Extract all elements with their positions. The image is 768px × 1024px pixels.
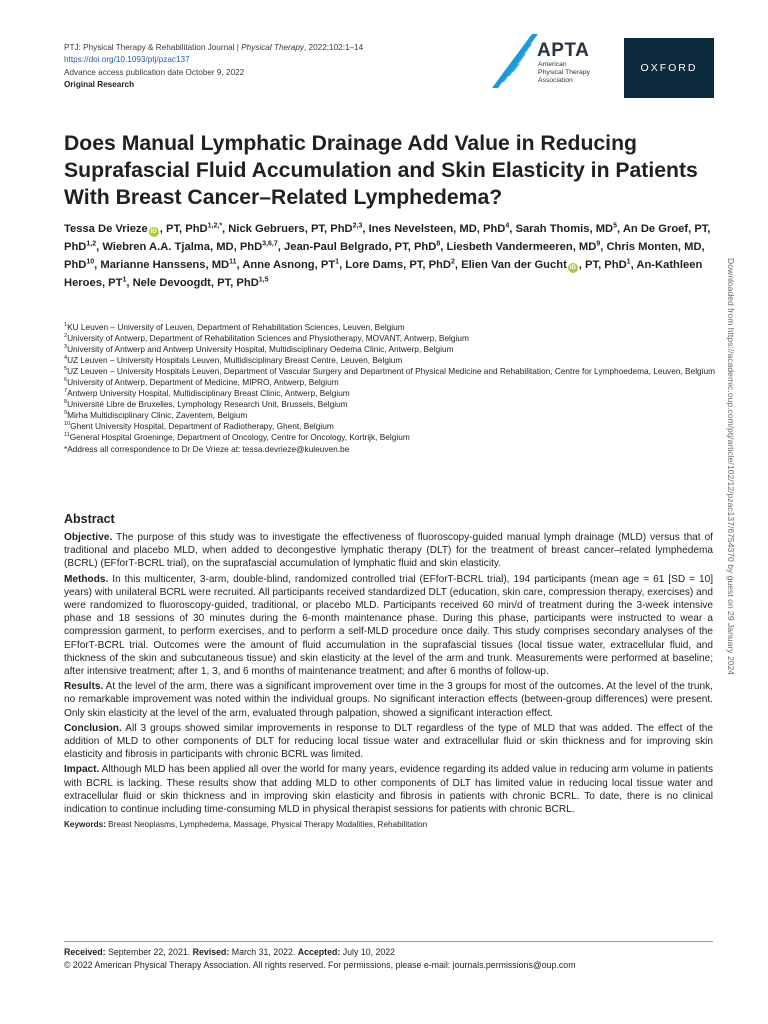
affiliation-item <box>64 355 724 366</box>
keywords-list: Breast Neoplasms, Lymphedema, Massage, Physical Therapy Modalities, Rehabilitation <box>105 820 428 830</box>
author-name: Wiebren A.A. Tjalma <box>102 241 210 253</box>
affiliation-number: 5 <box>64 366 68 373</box>
correspondence-note: *Address all correspondence to Dr De Vrieze at: tessa.devrieze@kuleuven.be <box>64 443 350 454</box>
copyright-notice: © 2022 American Physical Therapy Association. All rights reserved. For permissions, please e-mail: journals.permissions@oup.com <box>64 959 576 970</box>
abstract-section-label: Conclusion. <box>64 722 122 734</box>
author-affiliation-ref: 8 <box>436 240 441 248</box>
author-name: Tessa De Vrieze <box>64 223 148 235</box>
download-note: Downloaded from https://academic.oup.com/ptj/article/102/12/pzac137/6754370 by guest on 29 January 2024 <box>726 258 736 676</box>
apta-sub-line: Physical Therapy <box>538 69 591 76</box>
author-credentials: , MD, PhD <box>453 223 506 235</box>
affiliation-number: 8 <box>64 399 68 406</box>
affiliation-text: Antwerp University Hospital, Multidisciplinary Breast Clinic, Antwerp, Belgium <box>67 388 350 399</box>
affiliation-item <box>64 366 724 377</box>
author-name: Sarah Thomis <box>515 223 590 235</box>
author-affiliation-ref: 1 <box>626 258 631 266</box>
affiliation-text: Ghent University Hospital, Department of Radiotherapy, Ghent, Belgium <box>70 421 334 432</box>
author: Wiebren A.A. Tjalma, MD, PhD$^{3,6,7}$, <box>102 240 284 253</box>
article-footer <box>64 946 724 971</box>
author-affiliation-ref: 3,6,7 <box>262 240 278 248</box>
affiliation-text: University of Antwerp, Department of Medicine, MIPRO, Antwerp, Belgium <box>67 377 339 388</box>
affiliation-item <box>64 399 724 410</box>
revised-label: Revised: <box>192 947 230 957</box>
author-affiliation-ref: 1,2,* <box>207 222 223 230</box>
abstract-section <box>64 722 713 762</box>
journal-name: PTJ: Physical Therapy & Rehabilitation Journal | <box>64 43 242 52</box>
footer-divider <box>64 941 713 942</box>
abstract-section-text: All 3 groups showed similar improvements in response to DLT regardless of the type of MLD that was added. The effect of the addition of MLD to other components of DLT for reducing local tissue water and extracellular fluid or skin thickness and for improving skin elasticity and fibrosis in participants with chronic BCRL was limited. <box>64 722 713 761</box>
received-date: September 22, 2021. <box>105 947 193 957</box>
author: Nick Gebruers, PT, PhD$^{2,3}$, <box>228 222 369 235</box>
advance-access-date: Advance access publication date October 9, 2022 <box>64 67 245 77</box>
abstract-section-label: Objective. <box>64 532 113 543</box>
accepted-date: July 10, 2022 <box>340 947 396 957</box>
affiliation-text: KU Leuven – University of Leuven, Department of Rehabilitation Sciences, Leuven, Belgium <box>67 322 405 332</box>
author: Ines Nevelsteen, MD, PhD$^4$, <box>368 222 516 235</box>
author-name: Chris Monten <box>606 241 678 253</box>
affiliation-text: General Hospital Groeninge, Department of Oncology, Centre for Oncology, Kortrijk, Belgium <box>69 432 410 443</box>
affiliation-number: 9 <box>64 410 68 417</box>
affiliation-item <box>64 388 724 399</box>
affiliation-number: 6 <box>64 377 68 384</box>
abstract-section <box>64 763 713 816</box>
affiliations <box>64 322 724 455</box>
author-name: An-Kathleen Heroes <box>64 259 703 289</box>
author: Elien Van der Gucht iD , PT, PhD$^1$, <box>461 258 637 271</box>
author-credentials: , PT, PhD <box>388 241 437 253</box>
oxford-wordmark: OXFORD <box>640 62 698 74</box>
author-credentials: , PT <box>101 277 123 289</box>
affiliation-number: 11 <box>64 432 70 439</box>
author-name: Nick Gebruers <box>228 223 305 235</box>
apta-wordmark: APTA <box>537 40 590 61</box>
apta-sub-line: American <box>538 61 567 68</box>
author-credentials: , PT, PhD <box>304 223 353 235</box>
author: Chris Monten, MD, PhD$^{10}$, <box>64 241 705 271</box>
author-credentials: , PT, PhD <box>64 223 711 253</box>
author-credentials: , PT, PhD <box>403 259 451 271</box>
journal-volume: , 2022;102:1–14 <box>304 43 364 52</box>
author: An De Groef, PT, PhD$^{1,2}$, <box>64 223 711 253</box>
affiliation-number: 3 <box>64 344 68 351</box>
author-credentials: , PT, PhD <box>578 259 627 271</box>
doi-link[interactable]: https://doi.org/10.1093/ptj/pzac137 <box>64 55 190 65</box>
author-name: Jean-Paul Belgrado <box>284 241 389 253</box>
author: Lore Dams, PT, PhD$^2$, <box>345 258 462 271</box>
affiliation-item <box>64 322 724 333</box>
abstract-section <box>64 531 713 571</box>
abstract-section-label: Methods. <box>64 573 109 585</box>
keywords-label: Keywords: <box>64 820 106 830</box>
author: Tessa De Vrieze iD , PT, PhD$^{1,2,*}$, <box>64 222 229 235</box>
affiliation-number: 4 <box>64 355 68 362</box>
author-affiliation-ref: 1 <box>122 276 127 284</box>
author-credentials: , MD, PhD <box>64 241 705 271</box>
abstract-section-text: In this multicenter, 3-arm, double-blind, randomized controlled trial (EFforT-BCRL trial), 194 participants (mean age = 61 [SD = 10] years) with unilateral BCRL were recruited. All participants received standardized DLT (education, skin care, compression therapy, exercises) and were randomized to fluoroscopy-guided, traditional, or placebo MLD. Participants received 60 min/d of treatment during the 3-week intensive phase and 18 sessions of 30 minutes during the 6-month maintenance phase. During this phase, participants were instructed to wear a compression garment, to perform exercises, and to perform a self-MLD procedure once daily. This study comprises secondary analyses of the EFforT-BCRL trial. Outcomes were the amount of fluid accumulation in the suprafascial tissues (local tissue water, extracellular fluid, and thickness of the skin and subcutaneous tissue) and skin elasticity at the level of the arm and trunk. Measurements were performed at baseline; after intensive treatment; after 1, 3, and 6 months of maintenance treatment; and after 6 months of follow-up. <box>64 573 713 678</box>
author-credentials: , PT <box>314 259 336 271</box>
apta-sub-line: Association <box>538 77 573 84</box>
affiliation-number: 10 <box>64 421 71 428</box>
author-affiliation-ref: 1,5 <box>258 276 269 284</box>
author: Anne Asnong, $PT^1$, <box>242 258 346 271</box>
author-credentials: , MD <box>205 259 230 271</box>
affiliation-number: 1 <box>64 322 68 329</box>
author-name: Liesbeth Vandermeeren <box>446 241 573 253</box>
affiliation-item <box>64 421 724 432</box>
author-affiliation-ref: 1,2 <box>86 240 97 248</box>
author-affiliation-ref: 1 <box>335 258 340 266</box>
author: Liesbeth Vandermeeren, $MD^9$, <box>446 240 607 253</box>
history-dates <box>64 946 724 959</box>
author-name: Lore Dams <box>345 259 404 271</box>
abstract-section <box>64 573 713 679</box>
affiliation-item <box>64 333 724 344</box>
abstract-section-text: Although MLD has been applied all over the world for many years, evidence regarding its added value in reducing arm volume in patients with BCRL is lacking. These results show that adding MLD to other components of DLT has limited value in reducing local tissue water and extracellular fluid or skin thickness and in improving skin elasticity and fibrosis in patients with chronic BCRL. To date, there is no clinical indication to continue including time-consuming MLD in physical therapist sessions for patients with chronic BCRL. <box>64 764 713 816</box>
author-credentials: , MD, PhD <box>209 241 263 253</box>
affiliation-text: University of Antwerp and Antwerp University Hospital, Multidisciplinary Oedema Clinic, Antwerp, Belgium <box>67 344 454 355</box>
abstract-body <box>64 531 713 833</box>
abstract-section-label: Results. <box>64 681 104 693</box>
affiliation-text: Université Libre de Bruxelles, Lymphology Research Unit, Brussels, Belgium <box>67 399 348 410</box>
author-credentials: , PT, PhD <box>210 277 259 289</box>
author: Marianne Hanssens, MD$^{11}$, <box>100 258 243 271</box>
orcid-icon[interactable]: iD <box>569 265 576 271</box>
abstract-section-label: Impact. <box>64 764 100 776</box>
apta-full-name <box>538 61 618 85</box>
author-name: Marianne Hanssens <box>100 259 206 271</box>
oxford-logo <box>624 38 714 98</box>
download-watermark <box>726 258 743 728</box>
author-affiliation-ref: 9 <box>596 240 601 248</box>
author-affiliation-ref: 2,3 <box>352 222 363 230</box>
abstract-heading: Abstract <box>64 512 115 526</box>
affiliation-item <box>64 432 724 443</box>
author-credentials: , PT, PhD <box>159 223 208 235</box>
author: An-Kathleen Heroes, $PT^1$, <box>64 259 703 289</box>
abstract-section-text: At the level of the arm, there was a significant improvement over time in the 3 groups for most of the outcomes. At the level of the trunk, no remarkable improvement was noted within the individual groups. No significant interaction effects (between-group differences) were present. Only skin elasticity at the level of the arm, evaluated through palpation, showed a significant interaction effect. <box>64 681 713 719</box>
keywords <box>64 818 713 831</box>
affiliation-text: UZ Leuven – University Hospitals Leuven, Multidisciplinary Breast Centre, Leuven, Belgium <box>67 355 403 366</box>
author-affiliation-ref: 5 <box>613 222 618 230</box>
author-name: Anne Asnong <box>242 259 315 271</box>
abstract-section <box>64 680 713 720</box>
author-affiliation-ref: 4 <box>505 222 510 230</box>
article-type: Original Research <box>64 80 135 90</box>
author-name: An De Groef <box>622 223 689 235</box>
affiliation-text: Mirha Multidisciplinary Clinic, Zaventem, Belgium <box>67 410 248 421</box>
author-affiliation-ref: 11 <box>229 258 237 266</box>
author-credentials: , MD <box>589 223 614 235</box>
author <box>133 277 269 289</box>
journal-title-italic: Physical Therapy <box>241 43 304 52</box>
author-affiliation-ref: 10 <box>86 258 95 266</box>
orcid-icon[interactable]: iD <box>150 229 157 235</box>
affiliation-item <box>64 344 724 355</box>
author: Sarah Thomis, $MD^5$, <box>515 222 623 235</box>
author: Jean-Paul Belgrado, PT, PhD$^8$, <box>284 240 447 253</box>
author-list <box>64 220 724 292</box>
received-label: Received: <box>64 947 106 957</box>
journal-header <box>64 42 484 92</box>
accepted-label: Accepted: <box>297 947 341 957</box>
revised-date: March 31, 2022. <box>229 947 298 957</box>
affiliation-text: UZ Leuven – University Hospitals Leuven, Department of Vascular Surgery and Department of Physical Medicine and Rehabilitation, Centre for Lymphoedema, Leuven, Belgium <box>67 366 716 377</box>
article-title: Does Manual Lymphatic Drainage Add Value in Reducing Suprafascial Fluid Accumulation and Skin Elasticity in Patients With Breast Cancer–Related Lymphedema? <box>64 132 698 209</box>
author-credentials: , MD <box>572 241 597 253</box>
abstract-section-text: The purpose of this study was to investigate the effectiveness of fluoroscopy-guided manual lymph drainage (MLD) versus that of traditional and placebo MLD, when added to decongestive lymphatic therapy (DLT) for the treatment of breast cancer–related lymphedema (BCRL) (EFforT-BCRL trial), on the suprafascial accumulation of lymphatic fluid and skin elasticity. <box>64 532 713 570</box>
affiliation-item <box>64 377 724 388</box>
affiliation-number: 7 <box>64 388 68 395</box>
author-name: Nele Devoogdt <box>132 277 211 289</box>
journal-citation <box>64 42 484 54</box>
author-name: Elien Van der Gucht <box>461 259 567 271</box>
affiliation-text: University of Antwerp, Department of Rehabilitation Sciences and Physiotherapy, MOVANT, Antwerp, Belgium <box>67 333 469 344</box>
affiliation-number: 2 <box>64 333 68 340</box>
author-name: Ines Nevelsteen <box>368 223 454 235</box>
author-affiliation-ref: 2 <box>450 258 455 266</box>
affiliation-item <box>64 410 724 421</box>
publisher-logos <box>488 28 713 98</box>
